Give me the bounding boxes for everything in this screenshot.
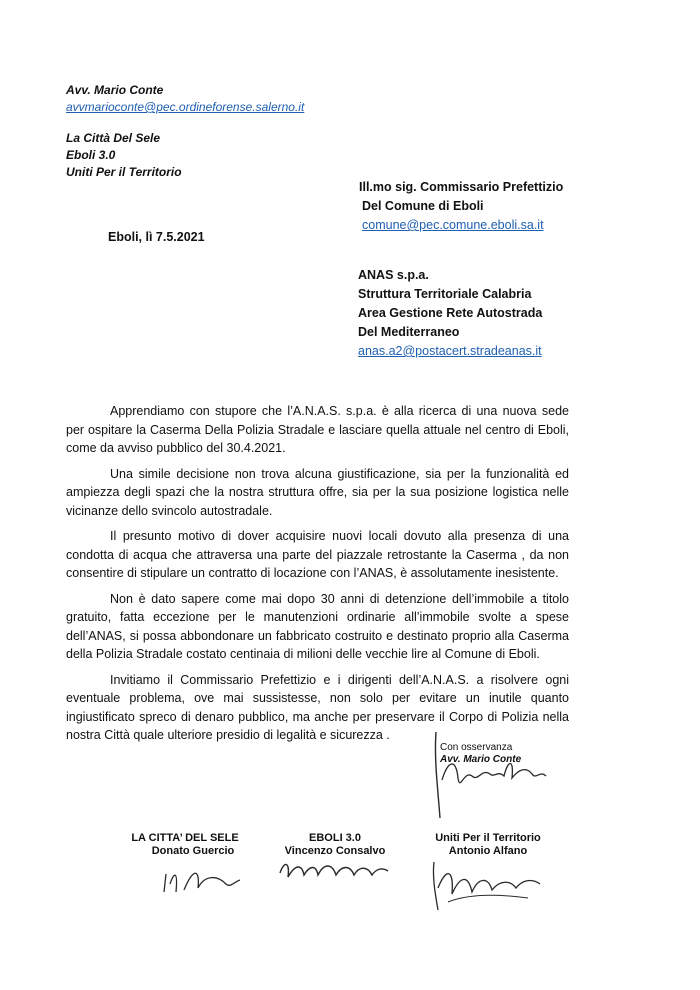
letter-body — [66, 402, 569, 752]
signatory-alfano — [418, 832, 558, 858]
letter-date: Eboli, lì 7.5.2021 — [108, 230, 205, 244]
body-paragraph: Il presunto motivo di dover acquisire nuovi locali dovuto alla presenza di una condotta di acqua che attraversa una parte del piazzale retrostante la Caserma , da non consentire di stipulare un contratto di locazione con l’ANAS, è assolutamente inesistente. — [66, 529, 569, 580]
sender-block — [66, 82, 304, 116]
signatory-name: Antonio Alfano — [448, 845, 528, 857]
body-paragraph: Una simile decisione non trova alcuna giustificazione, sia per la funzionalità ed ampiezza degli spazi che la nostra struttura offre, sia per la sua posizione logistica nelle vicinanze dello svincolo autostradale. — [66, 466, 569, 518]
sender-email-link[interactable]: avvmarioconte@pec.ordineforense.salerno.it — [66, 100, 305, 114]
group-line: La Città Del Sele — [66, 131, 161, 145]
sender-name: Avv. Mario Conte — [66, 83, 164, 97]
signatory-name: Donato Guercio — [151, 845, 235, 857]
recipient-email-link[interactable]: comune@pec.comune.eboli.sa.it — [362, 218, 544, 232]
recipient-anas — [358, 266, 542, 361]
signatory-group: LA CITTA’ DEL SELE — [131, 832, 239, 844]
recipient-line: ANAS s.p.a. — [358, 268, 429, 282]
group-line: Eboli 3.0 — [66, 148, 116, 162]
closing-greeting: Con osservanza — [440, 742, 513, 753]
signatory-name: Vincenzo Consalvo — [284, 845, 386, 857]
closing-name: Avv. Mario Conte — [440, 754, 522, 765]
body-paragraph: Non è dato sapere come mai dopo 30 anni di detenzione dell’immobile a titolo gratuito, fatta eccezione per le manutenzioni ordinarie all’immobile svolte a spese dell’ANAS, si possa abbondonare un fabbricato costruito e destinato proprio alla Caserma della Polizia Stradale costato centinaia di milioni delle vecchie lire al Comune di Eboli. — [66, 591, 569, 661]
recipient-email-link[interactable]: anas.a2@postacert.stradeanas.it — [358, 344, 542, 358]
group-line: Uniti Per il Territorio — [66, 165, 182, 179]
signature-alfano — [428, 858, 553, 913]
recipient-line: Ill.mo sig. Commissario Prefettizio — [359, 180, 564, 194]
recipient-line: Del Comune di Eboli — [362, 199, 484, 213]
signature-consalvo — [276, 855, 396, 885]
signatory-group: EBOLI 3.0 — [309, 832, 361, 844]
body-paragraph: Invitiamo il Commissario Prefettizio e i dirigenti dell’A.N.A.S. a risolvere ogni eventuale problema, ove mai sussistesse, non solo per evitare un inutile quanto ingiustificato spreco di denaro pubblico, ma anche per preservare il Corpo di Polizia nella nostra Città quale ulteriore presidio di legalità e sicurezza . — [66, 672, 569, 742]
recipient-line: Area Gestione Rete Autostrada — [358, 306, 543, 320]
recipient-line: Del Mediterraneo — [358, 325, 460, 339]
body-paragraph: Apprendiamo con stupore che l’A.N.A.S. s.p.a. è alla ricerca di una nuova sede per ospitare la Caserma Della Polizia Stradale e lasciare quella attuale nel centro di Eboli, come da avviso pubblico del 30.4.2021. — [66, 404, 569, 455]
signatory-group: Uniti Per il Territorio — [435, 832, 541, 844]
signature-mario-conte — [428, 730, 558, 820]
signatory-guercio — [120, 832, 250, 858]
recipient-commissario — [359, 178, 563, 235]
signature-guercio — [160, 862, 250, 902]
groups-block — [66, 130, 182, 181]
recipient-line: Struttura Territoriale Calabria — [358, 287, 532, 301]
